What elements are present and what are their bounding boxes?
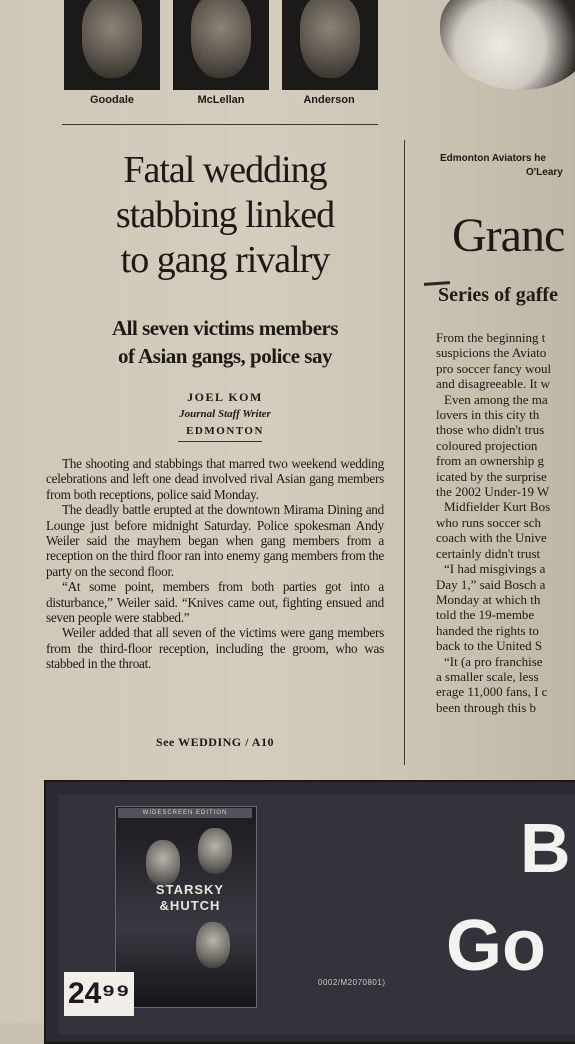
right-article-line: a smaller scale, less: [436, 668, 539, 684]
byline-name: JOEL KOM: [187, 390, 263, 404]
right-photo-caption: Edmonton Aviators he O'Leary: [440, 153, 563, 178]
article-headline: Fatal wedding stabbing linked to gang rivalry: [115, 149, 335, 281]
photo-goodale: [64, 0, 160, 90]
dvd-face-bottom: [196, 922, 230, 968]
jump-reference: See WEDDING / A10: [156, 735, 274, 749]
paragraph: “At some point, members from both parties got into a disturbance,” Weiler said. “Knives came out, fighting ensued and seven people were stabbed.”: [46, 579, 384, 626]
right-article-line: been through this b: [436, 699, 537, 715]
dvd-face-right: [198, 828, 232, 874]
paragraph: The deadly battle erupted at the downtown Mirama Dining and Lounge just before midnight Saturday. Police spokesman Andy Weiler said the mayhem began when gang members from a reception on the third floor ran into enemy gang members from the party on the second floor.: [46, 502, 384, 579]
right-article-line: “I had misgivings a: [444, 561, 546, 577]
byline-rule: [178, 441, 262, 442]
right-article-line: suspicions the Aviato: [436, 345, 547, 361]
right-article-line: From the beginning t: [436, 330, 546, 345]
right-article-line: erage 11,000 fans, I c: [436, 684, 548, 700]
byline-dateline: EDMONTON: [186, 425, 264, 437]
paragraph: The shooting and stabbings that marred two weekend wedding celebrations and left one dead involved rival Asian gang members from both receptions, police said Monday.: [46, 456, 384, 502]
right-article-line: certainly didn't trust: [436, 545, 541, 561]
caption-anderson: Anderson: [303, 94, 355, 106]
caption-mclellan: McLellan: [197, 94, 245, 106]
article-deck: All seven victims members of Asian gangs, police say: [111, 316, 339, 368]
right-article-line: coloured projection: [436, 437, 538, 453]
ad-big-letter: B: [520, 809, 571, 887]
right-article-line: Even among the ma: [444, 391, 548, 407]
right-article-line: from an ownership g: [436, 453, 544, 469]
price-tag: 24⁹⁹: [64, 972, 134, 1016]
right-article-line: told the 19-membe: [436, 607, 535, 623]
right-article-line: handed the rights to: [436, 622, 539, 638]
product-code: 0002/M2070801): [318, 978, 386, 987]
column-divider: [404, 140, 405, 765]
right-article-line: back to the United S: [436, 638, 543, 654]
right-article-line: who runs soccer sch: [436, 514, 542, 530]
dvd-banner: WIDESCREEN EDITION: [118, 808, 252, 818]
right-deck: Series of gaffe: [438, 284, 558, 306]
right-article-line: and disagreeable. It w: [436, 376, 551, 392]
right-article-body: [436, 330, 575, 715]
dvd-face-left: [146, 840, 180, 886]
right-article-line: coach with the Unive: [436, 530, 547, 546]
right-article-line: icated by the surprise: [436, 468, 547, 484]
right-article-line: those who didn't trus: [436, 422, 545, 438]
right-article-line: lovers in this city th: [436, 407, 540, 423]
dvd-title: STARSKY &HUTCH: [155, 882, 225, 913]
right-article-line: the 2002 Under-19 W: [436, 484, 550, 500]
right-article-line: “It (a pro franchise: [444, 653, 543, 669]
article-body: [46, 456, 384, 672]
right-headline: Granc: [452, 209, 565, 262]
photo-shoe: [430, 0, 575, 140]
right-article-line: Monday at which th: [436, 591, 541, 607]
right-article-line: pro soccer fancy woul: [436, 360, 552, 376]
right-article-line: Midfielder Kurt Bos: [444, 499, 551, 515]
photo-mclellan: [173, 0, 269, 90]
photo-anderson: [282, 0, 378, 90]
right-article-line: Day 1,” said Bosch a: [436, 576, 546, 592]
caption-goodale: Goodale: [89, 94, 134, 106]
ad-big-word: Go: [446, 906, 546, 986]
section-divider: [62, 124, 378, 125]
paragraph: Weiler added that all seven of the victims were gang members from the third-floor reception, including the groom, who was stabbed in the throat.: [46, 625, 384, 672]
byline-role: Journal Staff Writer: [179, 408, 271, 420]
